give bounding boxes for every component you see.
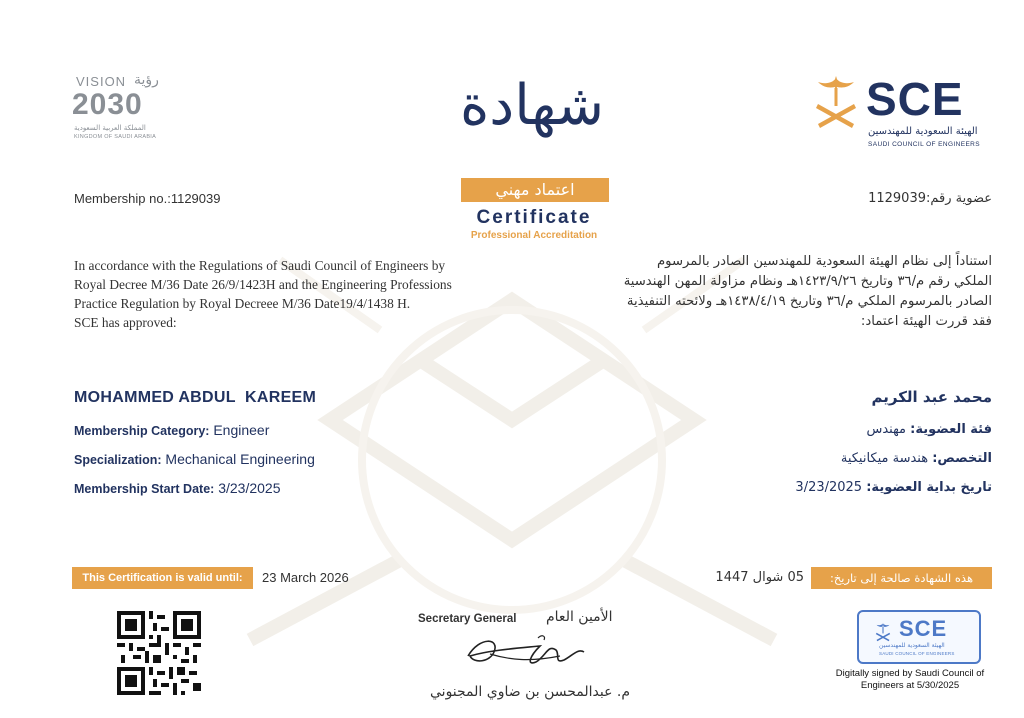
vision-2030-logo [72,74,182,144]
field-label: Membership Category: [74,424,210,438]
paragraph-line: In accordance with the Regulations of Saudi Council of Engineers by [74,258,446,273]
paragraph-line: استناداً إلى نظام الهيئة السعودية للمهندسين الصادر بالمرسوم [656,254,992,269]
paragraph-line: Royal Decree M/36 Date 26/9/1423H and the Engineering Professions [74,277,452,292]
validity-label-en: This Certification is valid until: [72,567,253,589]
stamp-name-en: SAUDI COUNCIL OF ENGINEERS [879,651,955,656]
paragraph-line: الصادر بالمرسوم الملكي م/٣٦ وتاريخ ١٤٣٨/٤/١٩هـ ولائحته التنفيذية [626,294,992,309]
membership-category-en [74,422,269,438]
regulation-paragraph-en [74,256,514,332]
field-value: 3/23/2025 [795,480,863,495]
vision-sub-ar: المملكة العربية السعودية [74,124,146,132]
field-value: Mechanical Engineering [165,451,315,467]
sce-name-en: SAUDI COUNCIL OF ENGINEERS [868,141,981,148]
secretary-general-title-en: Secretary General [418,613,517,625]
field-label: تاريخ بداية العضوية: [866,480,992,495]
field-label: فئة العضوية: [910,422,992,437]
field-label: Specialization: [74,453,162,467]
secretary-general-title-ar: الأمين العام [546,609,613,625]
field-value: Engineer [213,422,270,438]
validity-label-ar: هذه الشهادة صالحة إلى تاريخ: [811,567,992,589]
handwritten-signature [460,626,590,676]
validity-date-en: 23 March 2026 [262,570,349,585]
stamp-wordmark: SCE [899,616,948,641]
validity-date-ar: 05 شوال 1447 [715,570,804,585]
title-band-arabic: اعتماد مهني [461,178,609,202]
vision-year: 2030 [72,88,143,121]
field-label: التخصص: [932,451,992,466]
qr-code[interactable] [117,611,201,695]
membership-start-date-ar [795,480,992,495]
stamp-name-ar: الهيئة السعودية للمهندسين [879,642,945,649]
signer-name-ar: م. عبدالمحسن بن ضاوي المجنوني [430,684,631,700]
membership-number-ar: عضوية رقم:1129039 [868,191,992,206]
vision-label-ar: رؤية [134,72,159,88]
specialization-ar [841,451,992,466]
title-english: Certificate [476,207,592,228]
sce-wordmark: SCE [866,73,964,125]
vision-sub-en: KINGDOM OF SAUDI ARABIA [74,134,157,140]
paragraph-line: SCE has approved: [74,315,177,330]
paragraph-line: الملكي رقم م/٣٦ وتاريخ ١٤٢٣/٩/٢٦هـ ونظام مزاولة المهن الهندسية [623,274,992,289]
title-arabic: شهادة [459,73,605,138]
title-subtitle: Professional Accreditation [470,230,598,241]
paragraph-line: فقد قررت الهيئة اعتماد: [860,314,992,329]
field-value: هندسة ميكانيكية [840,451,929,466]
sce-name-ar: الهيئة السعودية للمهندسين [868,126,978,137]
specialization-en [74,451,315,467]
sce-stamp [857,610,981,664]
palm-swords-icon [871,622,895,642]
sce-logo [812,70,997,154]
field-label: Membership Start Date: [74,482,215,496]
regulation-paragraph-ar [552,252,992,332]
digital-signature-note: Digitally signed by Saudi Council of Engineers at 5/30/2025 [835,668,985,691]
paragraph-line: Practice Regulation by Royal Decreee M/36 Date19/4/1438 H. [74,296,411,311]
vision-label: VISION [76,74,127,89]
field-value: 3/23/2025 [218,480,281,496]
person-name-en: MOHAMMED ABDUL KAREEM [74,389,317,406]
membership-start-date-en [74,480,281,496]
person-name-ar: محمد عبد الكريم [871,388,992,406]
membership-number-en: Membership no.:1129039 [74,191,221,206]
field-value: مهندس [866,422,907,437]
palm-swords-icon [812,74,860,130]
membership-category-ar [866,422,992,437]
